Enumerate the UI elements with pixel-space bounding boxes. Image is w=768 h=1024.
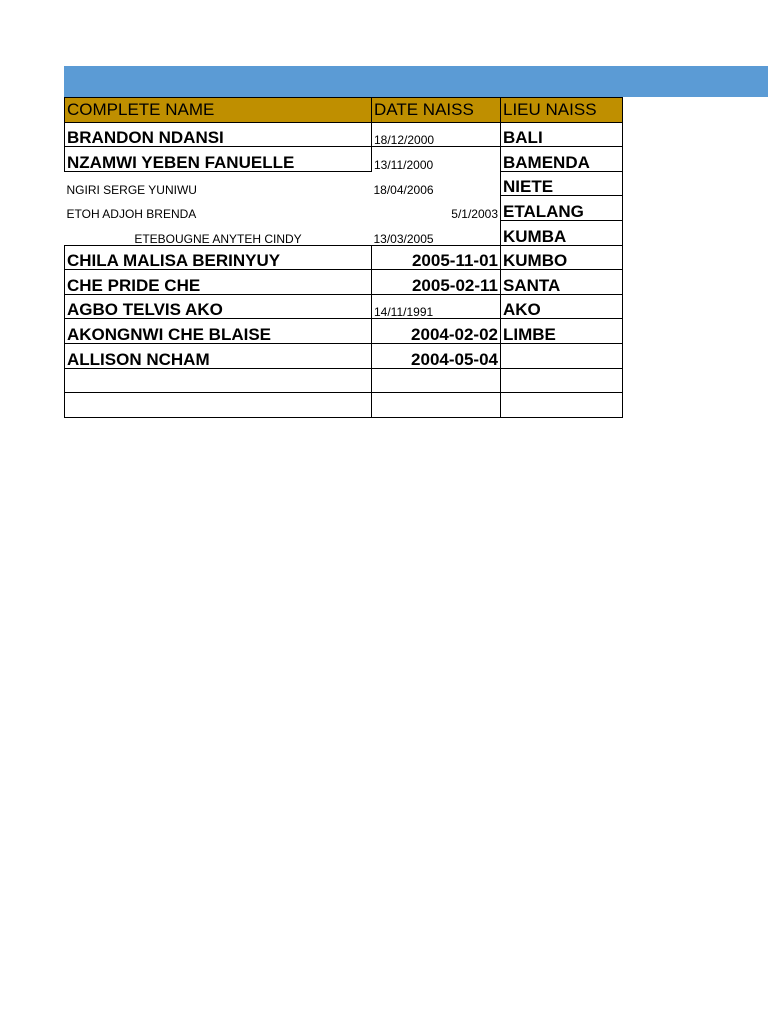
header-lieu-naiss[interactable]: LIEU NAISS xyxy=(501,98,623,123)
header-row xyxy=(65,98,623,123)
header-date-naiss[interactable]: DATE NAISS xyxy=(372,98,501,123)
lieu-cell[interactable]: AKO xyxy=(501,294,623,319)
date-cell[interactable]: 2004-02-02 xyxy=(372,319,501,344)
name-cell[interactable]: CHE PRIDE CHE xyxy=(65,270,372,295)
name-cell[interactable]: ETOH ADJOH BRENDA xyxy=(66,207,197,222)
table-row xyxy=(65,294,623,319)
date-cell[interactable]: 5/1/2003 xyxy=(451,207,498,222)
date-cell[interactable]: 14/11/1991 xyxy=(372,294,501,319)
table-row xyxy=(65,122,623,147)
table-row xyxy=(65,147,623,172)
name-cell[interactable] xyxy=(65,393,372,418)
date-cell[interactable]: 13/11/2000 xyxy=(372,147,501,172)
name-cell[interactable]: ALLISON NCHAM xyxy=(65,343,372,368)
name-cell[interactable]: AKONGNWI CHE BLAISE xyxy=(65,319,372,344)
student-table xyxy=(64,97,623,418)
date-cell[interactable]: 18/04/2006 xyxy=(373,182,434,197)
date-cell[interactable]: 2005-11-01 xyxy=(372,245,501,270)
name-cell[interactable]: NZAMWI YEBEN FANUELLE xyxy=(65,147,372,172)
name-cell[interactable]: ETEBOUGNE ANYTEH CINDY xyxy=(134,231,302,246)
lieu-cell[interactable] xyxy=(501,368,623,393)
name-cell[interactable]: AGBO TELVIS AKO xyxy=(65,294,372,319)
table-row xyxy=(65,343,623,368)
date-cell[interactable] xyxy=(372,393,501,418)
table-row xyxy=(65,270,623,295)
lieu-cell[interactable]: LIMBE xyxy=(501,319,623,344)
date-cell[interactable]: 13/03/2005 xyxy=(373,231,434,246)
lieu-cell[interactable]: KUMBO xyxy=(501,245,623,270)
table-row xyxy=(65,196,623,221)
lieu-cell[interactable]: KUMBA xyxy=(501,220,623,245)
table-row xyxy=(65,220,623,245)
lieu-cell[interactable]: BAMENDA xyxy=(501,147,623,172)
table-row xyxy=(65,171,623,196)
lieu-cell[interactable] xyxy=(501,393,623,418)
lieu-cell[interactable]: ETALANG xyxy=(501,196,623,221)
lieu-cell[interactable]: BALI xyxy=(501,122,623,147)
lieu-cell[interactable] xyxy=(501,343,623,368)
name-cell[interactable]: NGIRI SERGE YUNIWU xyxy=(66,182,197,197)
lieu-cell[interactable]: SANTA xyxy=(501,270,623,295)
date-cell[interactable]: 18/12/2000 xyxy=(372,122,501,147)
table-row xyxy=(65,319,623,344)
table-row xyxy=(65,245,623,270)
date-cell[interactable]: 2005-02-11 xyxy=(372,270,501,295)
title-banner xyxy=(64,66,768,97)
table-row xyxy=(65,368,623,393)
name-cell[interactable]: CHILA MALISA BERINYUY xyxy=(65,245,372,270)
name-cell[interactable]: BRANDON NDANSI xyxy=(65,122,372,147)
table-row xyxy=(65,393,623,418)
lieu-cell[interactable]: NIETE xyxy=(501,171,623,196)
date-cell[interactable]: 2004-05-04 xyxy=(372,343,501,368)
header-complete-name[interactable]: COMPLETE NAME xyxy=(65,98,372,123)
name-cell[interactable] xyxy=(65,368,372,393)
date-cell[interactable] xyxy=(372,368,501,393)
